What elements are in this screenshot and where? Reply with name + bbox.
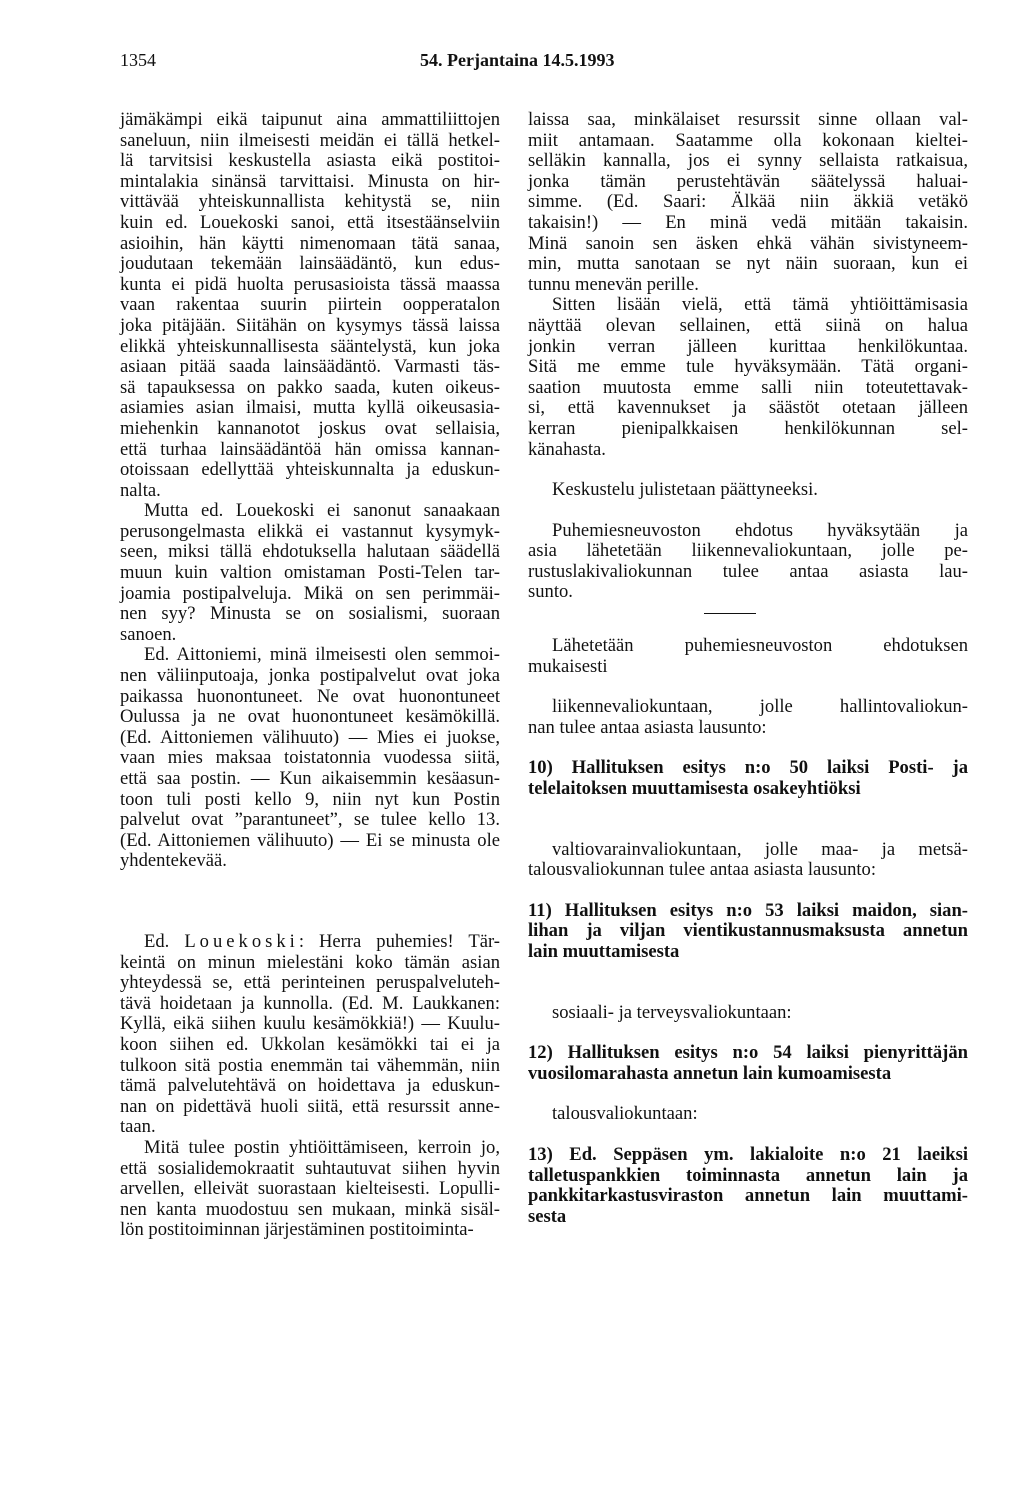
- text-line: Oulussa ja ne ovat huonontuneet kesämökillä.: [120, 706, 500, 728]
- text-line: lä tarvitsisi keskustella asiasta eikä postitoi-: [120, 150, 500, 172]
- paragraph: [528, 295, 968, 460]
- text-line: Sitten lisään vielä, että tämä yhtiöittämisasia: [552, 294, 968, 316]
- left-column: [120, 110, 500, 1241]
- paragraph: [120, 1138, 500, 1241]
- text-line: otoissaan edellyttää yhteiskunnalta ja eduskun-: [120, 459, 500, 481]
- text-line: tävä hoidetaan ja kunnolla. (Ed. M. Laukkanen:: [120, 992, 500, 1014]
- text-line: kunta ei pidä huolta perusasioista tässä maassa: [120, 273, 500, 295]
- speech-opening: [120, 932, 500, 953]
- text-line: arvellen, elleivät suorastaan kielteisesti. Lopulli-: [120, 1178, 500, 1200]
- paragraph: [120, 645, 500, 872]
- text-line: taan.: [120, 1116, 156, 1138]
- text-line: vittävää yhteiskunnallista kehitystä se, niin: [120, 191, 500, 213]
- text-line: nalta.: [120, 479, 161, 501]
- text-line: muun kuin valtion omistaman Posti-Telen tar-: [120, 562, 500, 584]
- text-line: nen väliinputoaja, jonka postipalvelut ovat joka: [120, 665, 500, 687]
- text-line: pankkitarkastusviraston annetun lain muuttami-: [528, 1185, 968, 1207]
- text-line: tämä palvelutehtävä on hoidettava ja eduskun-: [120, 1075, 500, 1097]
- text-line: Ed. Aittoniemi, minä ilmeisesti olen semmoi-: [144, 644, 500, 666]
- text-line: 13) Ed. Seppäsen ym. lakialoite n:o 21 laeiksi: [528, 1143, 968, 1165]
- paragraph: [120, 501, 500, 645]
- text-line: että turhaa lainsäädäntöä hän omissa kannan-: [120, 438, 500, 460]
- closing-statement: Keskustelu julistetaan päättyneeksi.: [552, 479, 818, 501]
- page-number: 1354: [120, 50, 156, 70]
- paragraph: [120, 953, 500, 1138]
- text-line: toon tuli posti kello 9, niin nyt kun Postin: [120, 788, 500, 810]
- text-line: miehenkin kannanotot joskus ovat sellaisia,: [120, 417, 500, 439]
- text-line: nen syy? Minusta se on sosialismi, suoraan: [120, 603, 500, 625]
- text-line: paikassa huonontuneet. Ne ovat huonontuneet: [120, 685, 500, 707]
- speaker-prefix: Ed.: [144, 930, 170, 952]
- text-line: kuin ed. Louekoski sanoi, että itsestäänselviin: [120, 211, 500, 233]
- text-line: liikennevaliokuntaan, jolle hallintovaliokun-: [552, 696, 968, 718]
- text-line: keintä on minun mielestäni koko tämän asian: [120, 951, 500, 973]
- agenda-item-11: [528, 901, 968, 963]
- text-line: nan tulee antaa asiasta lausunto:: [528, 716, 767, 738]
- text-line: että sosialidemokraatit suhtautuvat siihen hyvin: [120, 1157, 500, 1179]
- text-line: tulkoon sitä postia enemmän tai vähemmän, niin: [120, 1054, 500, 1076]
- text-line: jonkin verran jälleen kurittaa henkilökuntaa.: [528, 335, 968, 357]
- text-line: mintalakia sinänsä tarvittaisi. Minusta on hir-: [120, 170, 500, 192]
- text-line: elikkä yhteiskunnallisesta sääntelystä, kun joka: [120, 335, 500, 357]
- text-line: lön postitoiminnan järjestäminen postitoiminta-: [120, 1219, 474, 1241]
- committee-referral: sosiaali- ja terveysvaliokuntaan:: [552, 1001, 792, 1023]
- text-line: miit antamaan. Saatamme olla kokonaan kieltei-: [528, 129, 968, 151]
- text-line: Lähetetään puhemiesneuvoston ehdotuksen: [552, 635, 968, 657]
- text-line: seen, miksi tällä ehdotuksella halutaan säädellä: [120, 541, 500, 563]
- agenda-item-13: [528, 1145, 968, 1227]
- speech-text: : Herra puhemies! Tär-: [298, 930, 500, 952]
- text-line: mukaisesti: [528, 655, 608, 677]
- committee-referral: [528, 697, 968, 738]
- speaker-name: Louekoski: [184, 930, 299, 952]
- text-line: Mitä tulee postin yhtiöittämiseen, kerroin jo,: [144, 1136, 500, 1158]
- committee-referral: talousvaliokuntaan:: [552, 1103, 698, 1125]
- text-line: sä tapauksessa on pakko saada, kuten oikeus-: [120, 376, 500, 398]
- text-line: sanoen.: [120, 623, 177, 645]
- text-line: joka pitäjään. Siitähän on kysymys tässä laissa: [120, 314, 500, 336]
- text-line: lihan ja viljan vientikustannusmaksusta annetun: [528, 920, 968, 942]
- text-line: vaan rakentaa suurin piirtein oopperatalon: [120, 294, 500, 316]
- text-line: vaan mies maksaa toistatonnia vuodessa siitä,: [120, 747, 500, 769]
- text-line: näyttää olevan sellainen, että siinä on halua: [528, 314, 968, 336]
- text-line: että saa postin. — Kun aikaisemmin kesäasun-: [120, 768, 500, 789]
- text-line: si, että kavennukset ja säästöt otetaan jälleen: [528, 397, 968, 419]
- text-line: perusongelmasta elikkä ei vastannut kysymyk-: [120, 520, 500, 542]
- agenda-item-10: [528, 758, 968, 799]
- text-line: talletuspankkien toiminnasta annetun lain ja: [528, 1164, 968, 1186]
- text-line: sesta: [528, 1205, 567, 1227]
- text-line: valtiovarainvaliokuntaan, jolle maa- ja metsä-: [552, 838, 968, 860]
- text-line: rustuslakivaliokunnan tulee antaa asiasta lau-: [528, 560, 968, 582]
- text-line: yhteydessä se, että perinteinen peruspalveluteh-: [120, 972, 500, 994]
- text-line: min, mutta sanotaan se nyt näin suoraan, kun ei: [528, 253, 968, 275]
- text-line: tunnu menevän perille.: [528, 273, 699, 295]
- text-line: (Ed. Aittoniemen välihuuto) — Mies ei juokse,: [120, 726, 500, 748]
- text-line: känahasta.: [528, 438, 606, 460]
- decision-paragraph: [528, 521, 968, 603]
- session-header: 54. Perjantaina 14.5.1993: [420, 50, 615, 70]
- text-line: asiaan pitää saada lainsäädäntö. Varmasti täs-: [120, 356, 500, 378]
- text-line: (Ed. Aittoniemen välihuuto) — Ei se minusta ole: [120, 829, 500, 851]
- text-line: talousvaliokunnan tulee antaa asiasta lausunto:: [528, 859, 877, 881]
- text-line: nan on pidettävä huoli siitä, että resurssit anne-: [120, 1095, 500, 1117]
- text-line: saation muutosta emme salli niin toteutettavak-: [528, 376, 968, 398]
- text-line: nen kanta muodostuu sen mukaan, minkä sisäl-: [120, 1198, 500, 1220]
- committee-referral: [528, 840, 968, 881]
- text-line: laissa saa, minkälaiset resurssit sinne ollaan val-: [528, 109, 968, 130]
- text-line: Kyllä, eikä siihen kuulu kesämökkiä!) — Kuulu-: [120, 1013, 500, 1035]
- text-line: vuosilomarahasta annetun lain kumoamisesta: [528, 1062, 892, 1084]
- referral-intro: [528, 636, 968, 677]
- text-line: asiamies asian ilmaisi, mutta kyllä oikeusasia-: [120, 397, 500, 419]
- text-line: palvelut ovat ”parantuneet”, se tulee kello 13.: [120, 809, 500, 831]
- text-line: saneluun, niin ilmeisesti meidän ei tällä hetkel-: [120, 129, 500, 151]
- text-line: Minä sanoin sen äsken ehkä vähän sivistyneem-: [528, 232, 968, 254]
- text-line: joudutaan tekemään lainsäädäntö, kun edus-: [120, 253, 500, 275]
- text-line: simme. (Ed. Saari: Älkää niin äkkiä vetäkö: [528, 191, 968, 213]
- text-line: joamia postipalveluja. Mikä on sen perimmäi-: [120, 582, 500, 604]
- agenda-item-12: [528, 1043, 968, 1084]
- text-line: 10) Hallituksen esitys n:o 50 laiksi Posti- ja: [528, 757, 968, 779]
- text-line: jonka tämän perustehtävän säätelyssä haluai-: [528, 170, 968, 192]
- text-line: yhdentekevää.: [120, 850, 227, 872]
- text-line: asia lähetetään liikennevaliokuntaan, jolle pe-: [528, 540, 968, 562]
- text-line: takaisin!) — En minä vedä mitään takaisin.: [528, 211, 968, 233]
- text-line: Sitä me emme tule hyväksymään. Tätä organi-: [528, 356, 968, 378]
- text-line: Puhemiesneuvoston ehdotus hyväksytään ja: [552, 519, 968, 541]
- text-line: sunto.: [528, 581, 573, 603]
- text-line: asioihin, hän käytti nimenomaan tätä sanaa,: [120, 232, 500, 254]
- text-line: 12) Hallituksen esitys n:o 54 laiksi pienyrittäjän: [528, 1042, 968, 1064]
- text-line: selläkin kannalla, jos ei synny sellaista ratkaisua,: [528, 150, 968, 172]
- text-line: jämäkämpi eikä taipunut aina ammattiliittojen: [120, 109, 500, 130]
- text-line: telelaitoksen muuttamisesta osakeyhtiöksi: [528, 778, 861, 800]
- text-line: 11) Hallituksen esitys n:o 53 laiksi maidon, sian-: [528, 899, 968, 921]
- right-column: [528, 110, 968, 1227]
- text-line: kerran pienipalkkaisen henkilökunnan sel-: [528, 417, 968, 439]
- text-line: Mutta ed. Louekoski ei sanonut sanaakaan: [144, 500, 500, 522]
- paragraph: [528, 110, 968, 295]
- section-divider: [704, 613, 756, 614]
- paragraph: [120, 110, 500, 501]
- text-line: koon siihen ed. Ukkolan kesämökki tai ei ja: [120, 1033, 500, 1055]
- text-line: lain muuttamisesta: [528, 941, 680, 962]
